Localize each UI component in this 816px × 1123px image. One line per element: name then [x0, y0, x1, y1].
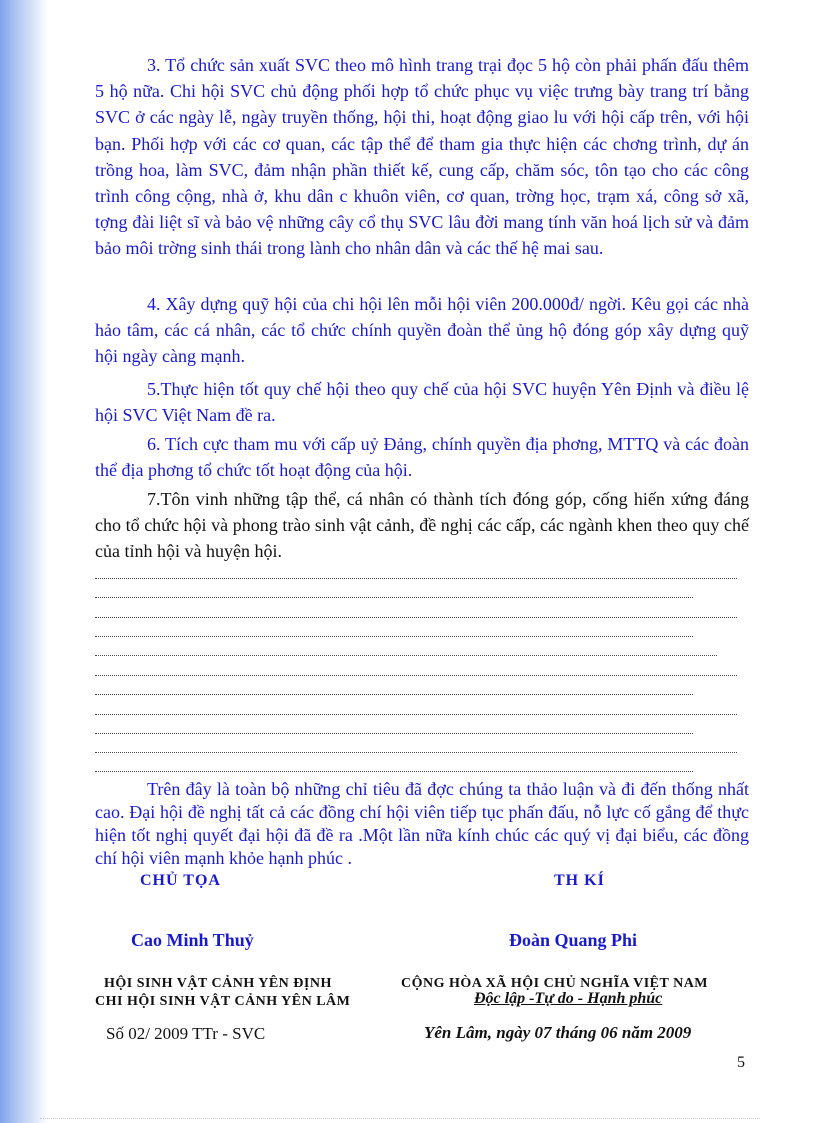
dotted-line: [95, 636, 693, 638]
dotted-line: [95, 733, 693, 735]
national-motto: Độc lập -Tự do - Hạnh phúc: [474, 990, 663, 1007]
dotted-line: [95, 771, 693, 773]
chair-name: Cao Minh Thuỷ: [131, 930, 254, 950]
chair-title: CHỦ TỌA: [140, 872, 221, 889]
dotted-line: [95, 617, 737, 619]
org-name-line1: HỘI SINH VẬT CẢNH YÊN ĐỊNH: [104, 976, 332, 991]
nation-name: CỘNG HÒA XÃ HỘI CHỦ NGHĨA VIỆT NAM: [401, 976, 709, 991]
dotted-line: [95, 714, 737, 716]
left-gradient-band: [0, 0, 48, 1123]
dotted-line: [95, 597, 693, 599]
item-5-paragraph: 5.Thực hiện tốt quy chế hội theo quy chế của hội SVC huyện Yên Định và điều lệ hội SVC Việt Nam đề ra.: [95, 379, 749, 426]
dotted-line: [95, 694, 693, 696]
dotted-line: [95, 675, 737, 677]
secretary-title: TH KÍ: [554, 872, 605, 889]
dotted-line: [95, 578, 737, 580]
item-3-paragraph: 3. Tổ chức sản xuất SVC theo mô hình trang trại đọc 5 hộ còn phải phấn đấu thêm 5 hộ nữa. Chi hội SVC chủ động phối hợp tổ chức phục vụ việc trưng bày trang trí bằng SVC ở các ngày lễ, ngày truyền thống, hội thi, hoạt động giao lu với hội cấp trên, với hội bạn. Phối hợp với các cơ quan, các tập thể để tham gia thực hiện các chơng trình, dự án trồng hoa, làm SVC, đảm nhận phần thiết kế, cung cấp, chăm sóc, tôn tạo cho các công trình công cộng, nhà ở, khu dân c khuôn viên, cơ quan, trờng học, trạm xá, công sở xã, tợng đài liệt sĩ và bảo vệ những cây cổ thụ SVC lâu đời mang tính văn hoá lịch sử và đảm bảo môi trờng sinh thái trong lành cho nhân dân và các thế hệ mai sau.: [95, 55, 749, 259]
org-name-line2: CHI HỘI SINH VẬT CẢNH YÊN LÂM: [95, 994, 351, 1009]
item-4-paragraph: 4. Xây dựng quỹ hội của chi hội lên mỗi hội viên 200.000đ/ ngời. Kêu gọi các nhà hảo tâm, các cá nhân, các tổ chức chính quyền đoàn thể ủng hộ đóng góp xây dựng quỹ hội ngày càng mạnh.: [95, 294, 749, 367]
item-6-paragraph: 6. Tích cực tham mu với cấp uỷ Đảng, chính quyền địa phơng, MTTQ và các đoàn thể địa phơng tổ chức tốt hoạt động của hội.: [95, 434, 749, 481]
document-number: Số 02/ 2009 TTr - SVC: [106, 1024, 266, 1043]
dotted-line: [95, 752, 737, 754]
item-7-paragraph: 7.Tôn vinh những tập thể, cá nhân có thành tích đóng góp, cống hiến xứng đáng cho tổ chức hội và phong trào sinh vật cảnh, đề nghị các cấp, các ngành khen theo quy chế của tỉnh hội và huyện hội.: [95, 489, 749, 562]
bottom-divider: [40, 1118, 760, 1120]
secretary-name: Đoàn Quang Phi: [509, 930, 638, 950]
page-number: 5: [737, 1054, 745, 1071]
place-and-date: Yên Lâm, ngày 07 tháng 06 năm 2009: [424, 1023, 692, 1042]
dotted-line: [95, 655, 717, 657]
closing-paragraph: Trên đây là toàn bộ những chỉ tiêu đã đợc chúng ta thảo luận và đi đến thống nhất cao. Đại hội đề nghị tất cả các đồng chí hội viên tiếp tục phấn đấu, nỗ lực cố gắng để thực hiện tốt nghị quyết đại hội đã đề ra .Một lần nữa kính chúc các quý vị đại biểu, các đồng chí hội viên mạnh khỏe hạnh phúc .: [95, 779, 749, 868]
